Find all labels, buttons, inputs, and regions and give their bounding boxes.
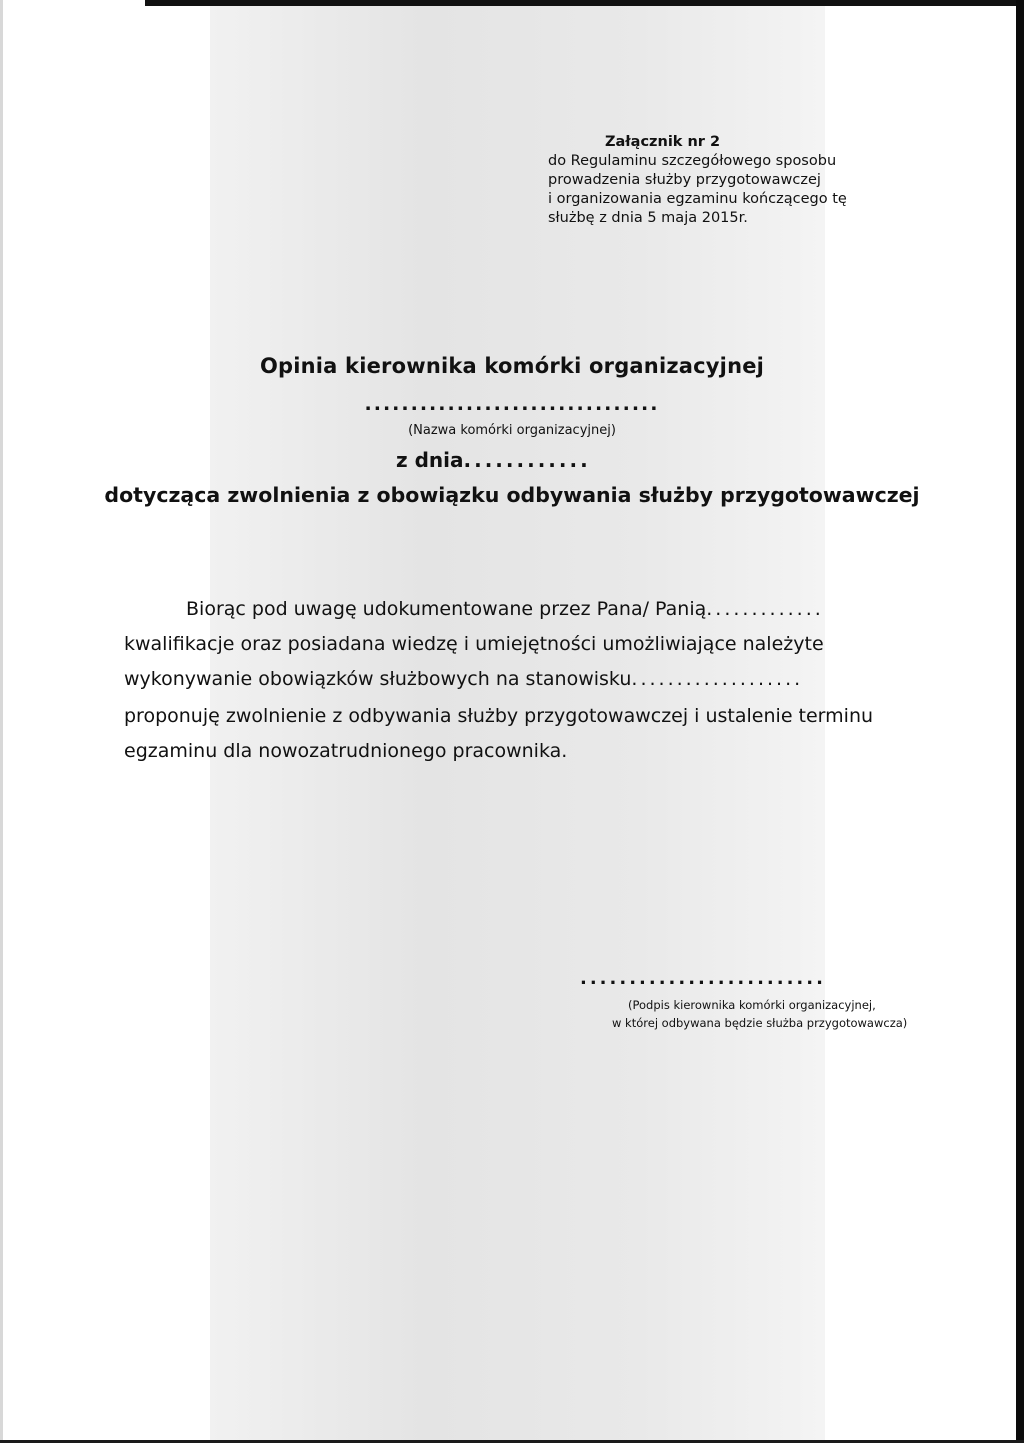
body-line-text: Biorąc pod uwagę udokumentowane przez Pana/ Panią — [186, 598, 707, 620]
signature-field: ......................... — [580, 968, 826, 989]
document-subject: dotycząca zwolnienia z obowiązku odbywania służby przygotowawczej — [104, 483, 920, 507]
attachment-header — [548, 133, 847, 228]
body-line: kwalifikacje oraz posiadana wiedzę i umiejętności umożliwiające należyte — [124, 633, 824, 655]
date-field: ............ — [463, 448, 591, 472]
name-field: ............. — [706, 598, 824, 620]
signature-caption — [612, 996, 907, 1032]
unit-name-caption: (Nazwa komórki organizacyjnej) — [408, 423, 616, 438]
date-line — [396, 448, 591, 472]
attachment-title: Załącznik nr 2 — [605, 134, 721, 150]
body-line-text: wykonywanie obowiązków służbowych na stanowisku — [124, 668, 632, 690]
body-line: egzaminu dla nowozatrudnionego pracownika. — [124, 740, 568, 762]
scan-left-edge — [0, 0, 3, 1443]
unit-name-field: ................................ — [364, 393, 660, 415]
scan-top-border — [145, 0, 1024, 6]
document-title: Opinia kierownika komórki organizacyjnej — [259, 354, 765, 378]
body-line — [124, 668, 803, 690]
body-line: proponuję zwolnienie z odbywania służby przygotowawczej i ustalenie terminu — [124, 705, 874, 727]
date-label: z dnia — [396, 448, 464, 472]
attachment-line: i organizowania egzaminu kończącego tę — [548, 191, 847, 207]
attachment-line: do Regulaminu szczegółowego sposobu — [548, 153, 837, 169]
attachment-line: służbę z dnia 5 maja 2015r. — [548, 210, 748, 226]
attachment-line: prowadzenia służby przygotowawczej — [548, 172, 821, 188]
signature-caption-line: (Podpis kierownika komórki organizacyjnej, — [628, 998, 876, 1012]
signature-caption-line: w której odbywana będzie służba przygotowawcza) — [612, 1016, 908, 1030]
position-field: ................... — [631, 668, 804, 690]
body-line — [186, 598, 824, 620]
scan-right-border — [1016, 0, 1024, 1443]
